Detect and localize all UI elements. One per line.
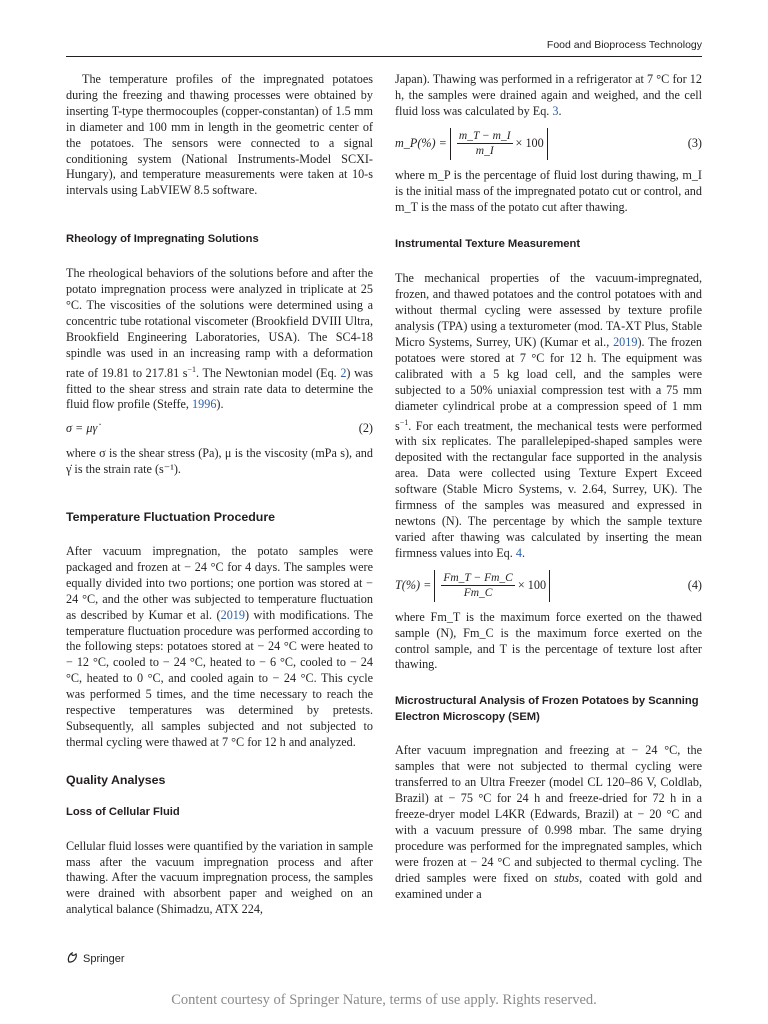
courtesy-notice: Content courtesy of Springer Nature, terms of use apply. Rights reserved. (171, 992, 597, 1008)
equation-3-number: (3) (687, 135, 702, 150)
paragraph-eq3-where: where m_P is the percentage of fluid lost during thawing, m_I is the initial mass of the impregnated potato cut or control, and m_T is the mass of the potato cut after thawing. (395, 167, 702, 214)
paragraph-temperature-profiles: The temperature profiles of the impregnated potatoes during the freezing and thawing processes were obtained by inserting T-type thermocouples (copper-constantan) of 1.5 mm in diameter and 100 mm in length in the geometric center of the potatoes. The sensors were connected to a signal conditioning system (National Instruments-Model SCXI-Hungary), and temperature measurements were taken at 10-s intervals using LabVIEW 8.5 software. (66, 72, 373, 198)
cite-kumar-2019-right[interactable]: 2019 (613, 334, 638, 349)
equation-3-lhs: m_P(%) = (395, 135, 447, 150)
equation-2 (66, 421, 373, 437)
right-column (395, 72, 702, 902)
heading-texture: Instrumental Texture Measurement (395, 238, 581, 251)
publisher-name: Springer (83, 953, 125, 965)
equation-3-body (395, 128, 551, 160)
publisher-footer (66, 951, 125, 967)
paragraph-thawing: Japan). Thawing was performed in a refrigerator at 7 °C for 12 h, the samples were drained again and weighed, and the cell fluid loss was calculated by Eq. 3. (395, 72, 702, 118)
paragraph-eq4-where: where Fm_T is the maximum force exerted on the thawed sample (N), Fm_C is the maximum force exerted on the control sample, and T is the percentage of texture lost after thawing. (395, 609, 702, 672)
equation-3 (395, 128, 702, 160)
left-column (66, 72, 373, 918)
heading-rheology: Rheology of Impregnating Solutions (66, 233, 259, 246)
heading-quality-analyses: Quality Analyses (66, 772, 166, 787)
paragraph-rheology: The rheological behaviors of the solutions before and after the potato impregnation process were analyzed in triplicate at 25 °C. The viscosities of the solutions were determined using a concentric tube rotational viscometer (Brookfield DVIII Ultra, Brookfield Engineering Laboratories, USA). The SC4-18 spindle was used in an increasing ramp with a deformation rate of 19.81 to 217.81 $s^{-1}$. The Newtonian model (Eq. 2) was fitted to the shear stress and strain rate data to determine the fluid flow profile (Steffe, 1996). (66, 266, 374, 412)
springer-logo-icon (66, 951, 79, 967)
paragraph-temperature-fluctuation: After vacuum impregnation, the potato samples were packaged and frozen at − 24 °C for 4 days. The samples were equally divided into two portions; one portion was stored at − 24 °C, and the other was subjected to temperature fluctuation as described by Kumar et al. (2019) with modifications. The temperature fluctuation procedure was performed according to the following steps: potatoes stored at − 24 °C were heated to − 12 °C, cooled to − 24 °C, heated to − 6 °C, cooled to − 24 °C, heated to 0 °C, and cooled again to − 24 °C. This cycle was performed 5 times, and the time necessary to reach the respective temperatures was determined by pretests. Subsequently, all samples subjected and not subjected to thermal cycling were thawed at 7 °C for 12 h and analyzed. (66, 544, 373, 749)
equation-4-number: (4) (687, 577, 702, 592)
equation-4-denominator: Fm_C (463, 587, 493, 600)
equation-2-number: (2) (358, 421, 373, 436)
heading-sem: Microstructural Analysis of Frozen Potatoes by Scanning Electron Microscopy (SEM) (395, 695, 699, 724)
paragraph-loss-cellular-fluid: Cellular fluid losses were quantified by the variation in sample mass after the vacuum impregnation process and after thawing. After the vacuum impregnation process, the samples were drained with absorbent paper and weighed on an analytical balance (Shimadzu, ATX 224, (66, 838, 373, 917)
equation-4-lhs: T(%) = (395, 577, 432, 592)
equation-4-tail: × 100 (517, 577, 547, 592)
eq-ref-3[interactable]: 3 (552, 103, 559, 118)
header-rule (66, 56, 702, 57)
eq-ref-4[interactable]: 4 (515, 545, 522, 560)
equation-4-numerator: Fm_T − Fm_C (443, 572, 513, 585)
equation-3-denominator: m_I (475, 145, 494, 158)
equation-4-body (395, 570, 553, 602)
paragraph-texture: The mechanical properties of the vacuum-impregnated, frozen, and thawed potatoes and the control potatoes with and without thermal cycling were assessed by texture profile analysis (TPA) using a texturometer (mod. TA-XT Plus, Stable Micro Systems, Surrey, UK) (Kumar et al., 2019). The frozen potatoes were stored at 7 °C for 12 h. The equipment was calibrated with a 5 kg load cell, and the samples were subjected to a 50% uniaxial compression test with a 75 mm diameter cylindrical probe at a compression speed of 1 mm $s^{-1}$. For each treatment, the mechanical tests were performed with six replicates. The parallelepiped-shaped samples were deposited with the rectangular face supported in the analysis area. Data were collected using Texture Expert Exceed software (Stable Micro Systems, v. 2.64, Surrey, UK). The firmness of the samples was measured and expressed in newtons (N). The percentage by which the sample texture varied after thawing was calculated by inserting the mean firmness values into Eq. 4. (395, 271, 702, 560)
equation-3-numerator: m_T − m_I (458, 130, 511, 143)
eq-ref-2[interactable]: 2 (340, 365, 347, 380)
cite-kumar-2019[interactable]: 2019 (220, 607, 245, 622)
journal-title: Food and Bioprocess Technology (546, 39, 702, 51)
heading-loss-cellular-fluid: Loss of Cellular Fluid (66, 805, 180, 818)
paragraph-sem: After vacuum impregnation and freezing at − 24 °C, the samples that were not subjected to thermal cycling were transferred to an Ultra Freezer (model CL 120–86 V, Coldlab, Brazil) at − 75 °C for 24 h and freeze-dried for 72 h in a freeze-dryer model L4KR (Edwards, Brazil) at − 20 °C and with a vacuum pressure of 0.998 mbar. The same drying procedure was performed for the impregnated samples, which were frozen at − 24 °C and subjected to thermal cycling. The dried samples were fixed on stubs, coated with gold and examined under a (395, 743, 703, 901)
equation-3-tail: × 100 (515, 135, 544, 150)
equation-4 (395, 570, 702, 602)
paragraph-eq2-where: where σ is the shear stress (Pa), μ is the viscosity (mPa s), and γ̇ is the strain rate (s⁻¹). (66, 446, 373, 477)
heading-temperature-fluctuation: Temperature Fluctuation Procedure (66, 510, 276, 525)
equation-2-body: σ = μγ̇ (66, 421, 98, 436)
cite-steffe-1996[interactable]: 1996 (192, 397, 217, 412)
